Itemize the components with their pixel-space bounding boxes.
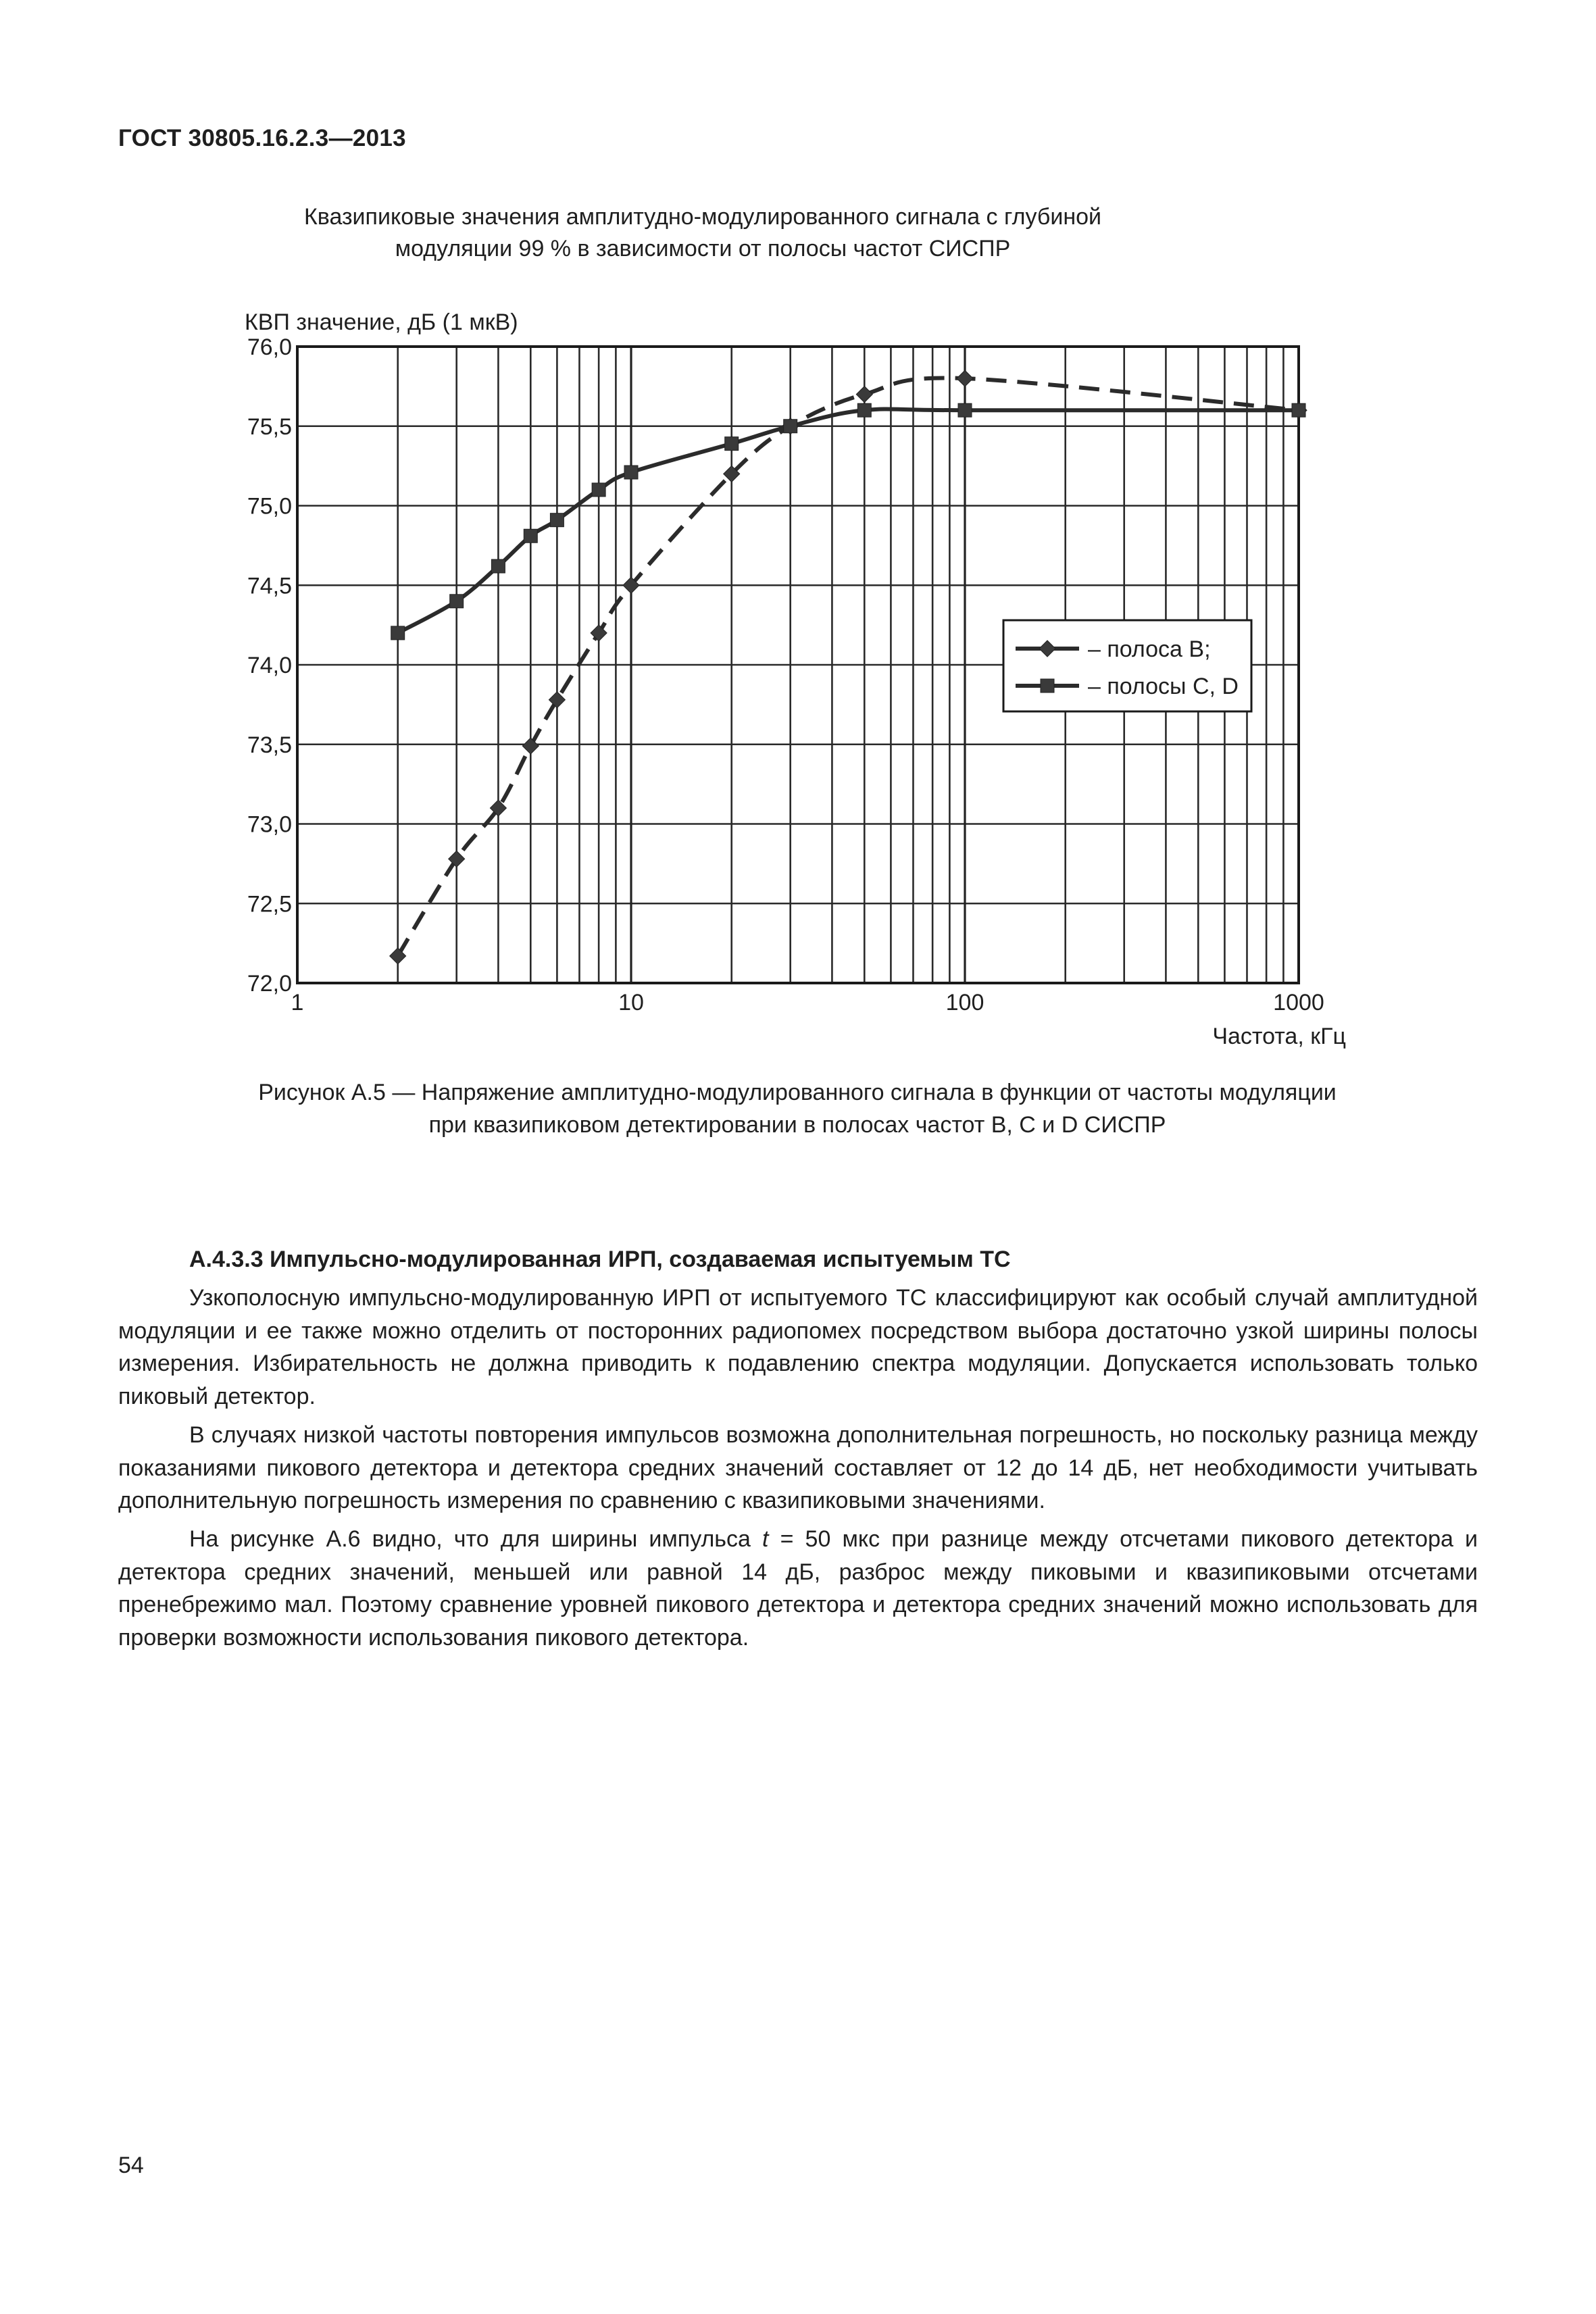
x-tick-label: 10 [618,990,644,1015]
legend-square-marker [1041,679,1054,693]
legend-entry-label: – полосы С, D [1088,674,1239,699]
data-point-bands-c-d [592,483,605,497]
y-tick-label: 73,5 [247,732,292,758]
y-tick-label: 73,0 [247,811,292,838]
chart-title-line-2: модуляции 99 % в зависимости от полосы частот СИСПР [395,236,1011,261]
data-point-bands-c-d [450,595,464,608]
x-tick-label: 1 [291,990,304,1015]
data-point-bands-c-d [958,403,972,417]
x-tick-label: 1000 [1273,990,1324,1015]
y-tick-label: 76,0 [247,334,292,360]
legend-entry-label: – полоса В; [1088,636,1211,662]
paragraph-3-text-start: На рисунке А.6 видно, что для ширины импульса [189,1526,763,1552]
figure-caption-line-2: при квазипиковом детектировании в полосах частот В, С и D СИСПР [428,1112,1166,1138]
paragraph-1: Узкополосную импульсно-модулированную ИРП от испытуемого ТС классифицируют как особый случай амплитудной модуляции и ее также можно отделить от посторонних радиопомех посредством выбора достаточно узкой ширины полосы измерения. Избирательность не должна приводить к подавлению спектра модуляции. Допускается использовать только пиковый детектор. [118,1285,1478,1409]
data-point-bands-c-d [857,403,871,417]
data-point-band-b [522,738,539,754]
paragraph-2: В случаях низкой частоты повторения импульсов возможна дополнительная погрешность, но поскольку разница между показаниями пикового детектора и детектора средних значений составляет от 12 до 14 дБ, нет необходимости учитывать дополнительную погрешность измерения по сравнению с квазипиковыми значениями. [118,1422,1478,1513]
figure-caption [135,1076,1460,1141]
data-point-bands-c-d [491,559,505,573]
x-tick-label: 100 [945,990,984,1015]
y-tick-label: 74,0 [247,653,292,678]
paragraph-3 [118,1523,1478,1654]
section-heading: А.4.3.3 Импульсно-модулированная ИРП, создаваемая испытуемым ТС [189,1247,1011,1272]
y-tick-label: 74,5 [247,573,292,599]
data-point-band-b [957,370,973,386]
data-point-bands-c-d [784,420,797,433]
line-chart [0,0,1596,1054]
pulse-width-variable: t [762,1526,769,1552]
y-axis-label: КВП значение, дБ (1 мкВ) [245,309,518,335]
data-point-bands-c-d [1292,403,1305,417]
data-point-bands-c-d [624,466,638,479]
data-point-bands-c-d [391,626,405,640]
x-axis-label: Частота, кГц [1212,1024,1346,1049]
y-tick-label: 75,5 [247,413,292,440]
figure-caption-line-1: Рисунок А.5 — Напряжение амплитудно-модулированного сигнала в функции от частоты модуляции [258,1080,1337,1105]
data-point-bands-c-d [725,437,739,451]
page-number: 54 [118,2153,144,2178]
data-point-bands-c-d [550,513,564,527]
document-code-header: ГОСТ 30805.16.2.3—2013 [118,125,406,151]
series-line-bands-c-d [398,409,1299,632]
data-point-bands-c-d [524,529,537,543]
chart-title-line-1: Квазипиковые значения амплитудно-модулированного сигнала с глубиной [303,204,1102,230]
y-tick-label: 75,0 [247,493,292,520]
paragraph-3-text-end: = 50 мкс при разнице между отсчетами пикового детектора и детектора средних значений, меньшей или равной 14 дБ, разброс между пиковыми и квазипиковыми отсчетами пренебрежимо мал. Поэтому сравнение уровней пикового детектора и детектора средних значений можно использовать для проверки возможности использования пикового детектора. [118,1526,1478,1651]
chart-legend [1003,620,1251,711]
y-tick-label: 72,5 [247,891,292,917]
data-point-band-b [856,386,872,403]
y-tick-label: 72,0 [247,971,292,997]
